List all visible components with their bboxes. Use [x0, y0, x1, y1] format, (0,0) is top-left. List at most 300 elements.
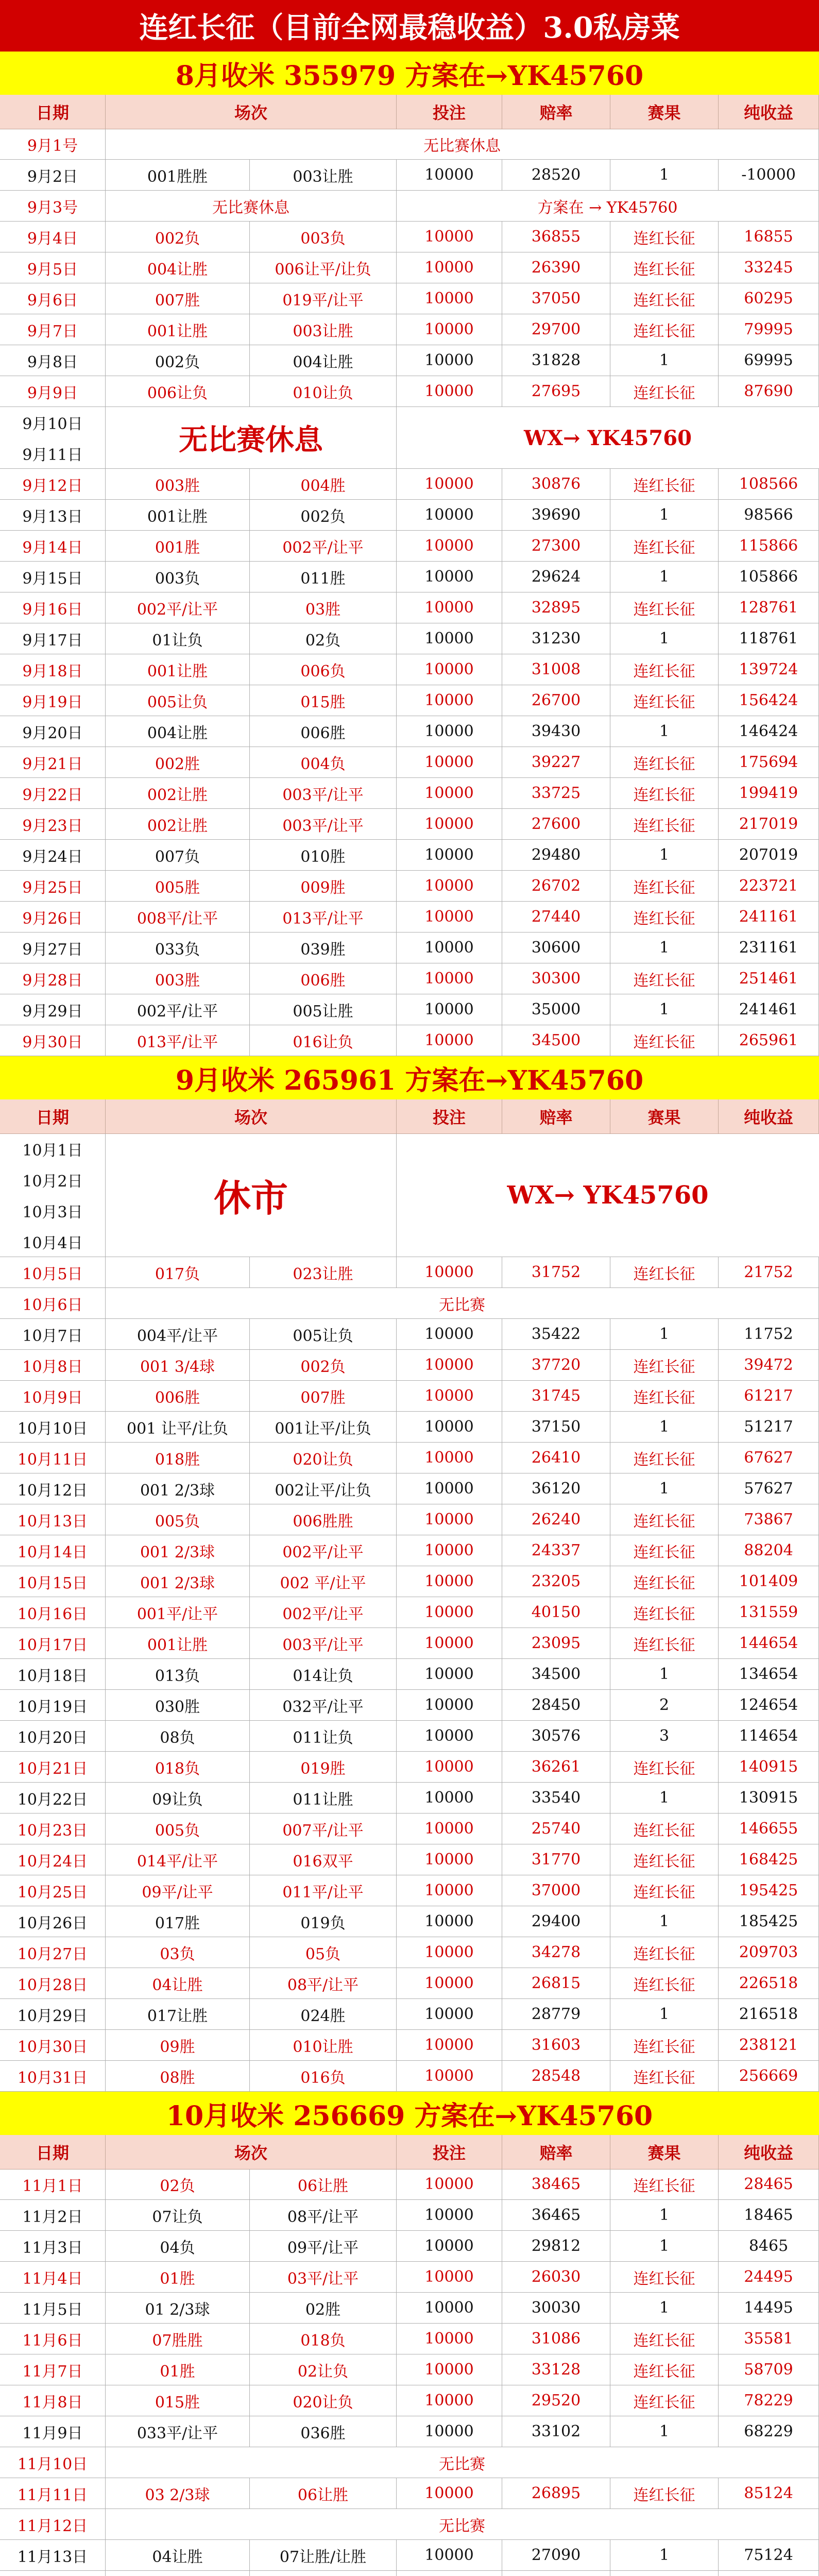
table-row — [0, 376, 819, 407]
bet-cell: 10000 — [397, 994, 502, 1025]
table-row — [0, 1443, 819, 1473]
table-header — [0, 2135, 819, 2170]
bet-cell: 10000 — [397, 469, 502, 499]
net-cell: 21752 — [719, 1257, 819, 1287]
odds-cell: 26410 — [502, 1443, 610, 1473]
result-cell: 连红长征 — [610, 871, 719, 901]
match-a-cell: 04负 — [106, 2231, 250, 2261]
match-b-cell: 002让平/让负 — [250, 1473, 397, 1504]
net-cell: 256669 — [719, 2061, 819, 2091]
net-cell: 39472 — [719, 1350, 819, 1380]
match-b-cell: 006胜胜 — [250, 1504, 397, 1535]
odds-cell: 33102 — [502, 2416, 610, 2447]
date-cell: 9月27日 — [0, 933, 106, 963]
match-a-cell: 005胜 — [106, 871, 250, 901]
match-b-cell: 02胜 — [250, 2293, 397, 2323]
odds-cell: 29480 — [502, 840, 610, 870]
match-b-cell: 032平/让平 — [250, 1690, 397, 1720]
table-row — [0, 1566, 819, 1597]
column-header: 日期 — [0, 95, 106, 129]
date-cell: 11月10日 — [0, 2447, 106, 2478]
odds-cell: 28520 — [502, 160, 610, 190]
table-row — [0, 1535, 819, 1566]
match-a-cell: 030胜 — [106, 1690, 250, 1720]
column-header: 投注 — [397, 95, 502, 129]
result-cell: 连红长征 — [610, 902, 719, 932]
match-b-cell: 002平/让平 — [250, 1535, 397, 1566]
net-cell: 58709 — [719, 2354, 819, 2385]
net-cell: 108566 — [719, 469, 819, 499]
column-header: 场次 — [106, 2135, 397, 2169]
no-match-note: 无比赛休息 — [106, 129, 819, 159]
table-row — [0, 1814, 819, 1844]
bet-cell: 10000 — [397, 716, 502, 747]
match-b-cell: 09平/让平 — [250, 2231, 397, 2261]
table-row — [0, 1257, 819, 1288]
bet-cell: 10000 — [397, 902, 502, 932]
match-b-cell: 014让负 — [250, 1659, 397, 1689]
table-row — [0, 623, 819, 654]
net-cell: 185425 — [719, 1906, 819, 1937]
net-cell: 209703 — [719, 1937, 819, 1968]
net-cell: 216518 — [719, 1999, 819, 2029]
match-b-cell: 006负 — [250, 654, 397, 685]
match-b-cell: 03平/让平 — [250, 2262, 397, 2292]
match-b-cell: 002负 — [250, 1350, 397, 1380]
bet-cell: 10000 — [397, 840, 502, 870]
odds-cell: 34500 — [502, 1025, 610, 1056]
table-row — [0, 1721, 819, 1752]
odds-cell: 33128 — [502, 2354, 610, 2385]
match-b-cell: 005让胜 — [250, 994, 397, 1025]
table-row — [0, 747, 819, 778]
odds-cell: 31752 — [502, 1257, 610, 1287]
match-a-cell: 002让胜 — [106, 809, 250, 839]
match-b-cell: 007胜 — [250, 1381, 397, 1411]
odds-cell: 34278 — [502, 1937, 610, 1968]
bet-cell: 10000 — [397, 1752, 502, 1782]
result-cell: 1 — [610, 2416, 719, 2447]
date-cell: 9月21日 — [0, 747, 106, 777]
table-row — [0, 1381, 819, 1412]
result-cell: 连红长征 — [610, 747, 719, 777]
match-b-cell: 004让胜 — [250, 345, 397, 376]
bet-cell: 10000 — [397, 376, 502, 406]
date-cell: 11月12日 — [0, 2509, 106, 2539]
match-a-cell: 004平/让平 — [106, 1319, 250, 1349]
result-cell: 1 — [610, 1999, 719, 2029]
match-a-cell: 07胜胜 — [106, 2324, 250, 2354]
result-cell: 1 — [610, 840, 719, 870]
bet-cell: 10000 — [397, 1025, 502, 1056]
match-b-cell: 002平/让平 — [250, 1597, 397, 1628]
net-cell: 114654 — [719, 1721, 819, 1751]
date-cell: 9月16日 — [0, 592, 106, 623]
bet-cell: 10000 — [397, 778, 502, 808]
net-cell: 75124 — [719, 2540, 819, 2570]
match-b-cell: 020让负 — [250, 2385, 397, 2416]
table-row — [0, 1350, 819, 1381]
odds-cell: 28548 — [502, 2061, 610, 2091]
date-cell: 10月7日 — [0, 1319, 106, 1349]
result-cell: 1 — [610, 1659, 719, 1689]
net-cell: 60295 — [719, 283, 819, 314]
date-cell: 9月2日 — [0, 160, 106, 190]
odds-cell: 31603 — [502, 2030, 610, 2060]
net-cell: 88204 — [719, 1535, 819, 1566]
result-cell: 1 — [610, 2540, 719, 2570]
net-cell: 175694 — [719, 747, 819, 777]
match-b-cell: 004胜 — [250, 469, 397, 499]
match-a-cell: 005负 — [106, 1504, 250, 1535]
net-cell: 33245 — [719, 252, 819, 283]
odds-cell: 29400 — [502, 1906, 610, 1937]
result-cell: 连红长征 — [610, 1535, 719, 1566]
bet-cell: 10000 — [397, 1659, 502, 1689]
table-row — [0, 1937, 819, 1968]
table-row — [0, 129, 819, 160]
date-cell: 10月14日 — [0, 1535, 106, 1566]
match-a-cell: 001 让平/让负 — [106, 1412, 250, 1442]
net-cell: 61217 — [719, 1381, 819, 1411]
match-a-cell: 001平/让平 — [106, 1597, 250, 1628]
result-cell: 1 — [610, 500, 719, 530]
date-cell: 11月5日 — [0, 2293, 106, 2323]
result-cell: 连红长征 — [610, 1381, 719, 1411]
match-a-cell: 003胜 — [106, 963, 250, 994]
bet-cell: 10000 — [397, 2030, 502, 2060]
result-cell: 连红长征 — [610, 314, 719, 345]
match-a-cell: 004让胜 — [106, 252, 250, 283]
result-cell — [610, 2571, 719, 2576]
table-row — [0, 2478, 819, 2509]
date-cell: 9月28日 — [0, 963, 106, 994]
odds-cell: 29812 — [502, 2231, 610, 2261]
bet-cell: 10000 — [397, 1257, 502, 1287]
match-a-cell: 013平/让平 — [106, 1025, 250, 1056]
match-b-cell: 024胜 — [250, 1999, 397, 2029]
odds-cell: 27090 — [502, 2540, 610, 2570]
table-row — [0, 1597, 819, 1628]
match-a-cell: 007负 — [106, 840, 250, 870]
net-cell: 101409 — [719, 1566, 819, 1597]
net-cell: 11752 — [719, 1319, 819, 1349]
date-cell: 11月4日 — [0, 2262, 106, 2292]
bet-cell: 10000 — [397, 1937, 502, 1968]
column-header: 纯收益 — [719, 95, 819, 129]
result-cell: 连红长征 — [610, 1350, 719, 1380]
net-cell: 195425 — [719, 1875, 819, 1906]
net-cell: 8465 — [719, 2231, 819, 2261]
table-row — [0, 2293, 819, 2324]
odds-cell: 36465 — [502, 2200, 610, 2230]
date-cell: 11月13日 — [0, 2540, 106, 2570]
bet-cell: 10000 — [397, 160, 502, 190]
date-cell: 10月3日 — [0, 1195, 106, 1226]
odds-cell: 24337 — [502, 1535, 610, 1566]
bet-cell — [397, 2571, 502, 2576]
table-row — [0, 252, 819, 283]
bet-cell: 10000 — [397, 1597, 502, 1628]
match-a-cell: 006让负 — [106, 376, 250, 406]
match-b-cell: 006让平/让负 — [250, 252, 397, 283]
odds-cell: 36855 — [502, 222, 610, 252]
table-row — [0, 1752, 819, 1783]
match-b-cell: 002平/让平 — [250, 531, 397, 561]
date-cell: 10月24日 — [0, 1844, 106, 1875]
match-b-cell: 004负 — [250, 747, 397, 777]
result-cell: 连红长征 — [610, 592, 719, 623]
table-row — [0, 2416, 819, 2447]
date-cell: 9月6日 — [0, 283, 106, 314]
bet-cell: 10000 — [397, 2416, 502, 2447]
table-row — [0, 2324, 819, 2354]
match-b-cell: 016双平 — [250, 1844, 397, 1875]
match-a-cell: 04让胜 — [106, 2540, 250, 2570]
net-cell: 146424 — [719, 716, 819, 747]
odds-cell: 39227 — [502, 747, 610, 777]
date-cell: 9月29日 — [0, 994, 106, 1025]
match-a-cell: 09胜 — [106, 2030, 250, 2060]
table-row — [0, 531, 819, 562]
odds-cell: 29624 — [502, 562, 610, 592]
match-b-cell: 007平/让平 — [250, 1814, 397, 1844]
match-a-cell: 033负 — [106, 933, 250, 963]
bet-cell: 10000 — [397, 1628, 502, 1658]
date-cell: 10月30日 — [0, 2030, 106, 2060]
match-a-cell: 03负 — [106, 1937, 250, 1968]
bet-cell: 10000 — [397, 2200, 502, 2230]
bet-cell: 10000 — [397, 1566, 502, 1597]
match-b-cell: 005让负 — [250, 1319, 397, 1349]
match-b-cell: 019负 — [250, 1906, 397, 1937]
net-cell: 68229 — [719, 2416, 819, 2447]
match-b-cell: 006胜 — [250, 716, 397, 747]
result-cell: 连红长征 — [610, 2061, 719, 2091]
net-cell: 265961 — [719, 1025, 819, 1056]
bet-cell: 10000 — [397, 222, 502, 252]
table-row — [0, 2540, 819, 2571]
match-a-cell: 01胜 — [106, 2262, 250, 2292]
net-cell — [719, 2571, 819, 2576]
result-cell: 连红长征 — [610, 778, 719, 808]
table-row — [0, 809, 819, 840]
odds-cell: 29700 — [502, 314, 610, 345]
match-a-cell: 014平/让平 — [106, 1844, 250, 1875]
bet-cell: 10000 — [397, 963, 502, 994]
column-header: 场次 — [106, 1099, 397, 1133]
match-b-cell: 002负 — [250, 500, 397, 530]
bet-cell: 10000 — [397, 1690, 502, 1720]
date-cell: 9月4日 — [0, 222, 106, 252]
odds-cell: 26030 — [502, 2262, 610, 2292]
match-b-cell — [250, 2571, 397, 2576]
date-cell: 10月1日 — [0, 1133, 106, 1164]
bet-cell: 10000 — [397, 1443, 502, 1473]
date-cell: 10月16日 — [0, 1597, 106, 1628]
date-cell: 11月8日 — [0, 2385, 106, 2416]
net-cell: 98566 — [719, 500, 819, 530]
date-cell: 10月8日 — [0, 1350, 106, 1380]
table-row — [0, 191, 819, 222]
result-cell: 连红长征 — [610, 2030, 719, 2060]
net-cell: 69995 — [719, 345, 819, 376]
net-cell: 78229 — [719, 2385, 819, 2416]
odds-cell: 31828 — [502, 345, 610, 376]
match-a-cell: 001 2/3球 — [106, 1535, 250, 1566]
table-row — [0, 345, 819, 376]
bet-cell: 10000 — [397, 1783, 502, 1813]
table-row — [0, 933, 819, 963]
table-row — [0, 1906, 819, 1937]
match-a-cell: 08胜 — [106, 2061, 250, 2091]
match-b-cell: 011让负 — [250, 1721, 397, 1751]
date-cell: 10月17日 — [0, 1628, 106, 1658]
table-row — [0, 1875, 819, 1906]
match-b-cell: 019胜 — [250, 1752, 397, 1782]
no-match-note: 无比赛 — [106, 2447, 819, 2478]
contact-label: WX→ YK45760 — [524, 426, 692, 450]
bet-cell: 10000 — [397, 871, 502, 901]
rest-label: 休市 — [106, 1133, 397, 1257]
result-cell: 连红长征 — [610, 685, 719, 716]
net-cell: 16855 — [719, 222, 819, 252]
date-cell: 11月3日 — [0, 2231, 106, 2261]
match-b-cell: 07让胜/让胜 — [250, 2540, 397, 2570]
net-cell: 35581 — [719, 2324, 819, 2354]
date-cell: 11月6日 — [0, 2324, 106, 2354]
match-a-cell: 02负 — [106, 2169, 250, 2199]
bet-cell: 10000 — [397, 623, 502, 654]
net-cell: 134654 — [719, 1659, 819, 1689]
column-header: 赛果 — [610, 2135, 719, 2169]
result-cell: 连红长征 — [610, 376, 719, 406]
bet-cell: 10000 — [397, 747, 502, 777]
net-cell: 238121 — [719, 2030, 819, 2060]
date-cell: 10月10日 — [0, 1412, 106, 1442]
net-cell: 140915 — [719, 1752, 819, 1782]
odds-cell: 33725 — [502, 778, 610, 808]
net-cell: 18465 — [719, 2200, 819, 2230]
match-a-cell: 008平/让平 — [106, 902, 250, 932]
bet-cell: 10000 — [397, 1473, 502, 1504]
match-a-cell: 017让胜 — [106, 1999, 250, 2029]
odds-cell: 37720 — [502, 1350, 610, 1380]
date-cell: 9月9日 — [0, 376, 106, 406]
date-cell: 9月8日 — [0, 345, 106, 376]
match-b-cell: 003平/让平 — [250, 809, 397, 839]
bet-cell: 10000 — [397, 1412, 502, 1442]
column-header: 赔率 — [502, 2135, 610, 2169]
bet-cell: 10000 — [397, 252, 502, 283]
odds-cell: 32895 — [502, 592, 610, 623]
match-b-cell: 003负 — [250, 222, 397, 252]
odds-cell: 39430 — [502, 716, 610, 747]
result-cell: 2 — [610, 1690, 719, 1720]
match-b-cell: 010胜 — [250, 840, 397, 870]
result-cell: 1 — [610, 933, 719, 963]
bet-cell: 10000 — [397, 2262, 502, 2292]
date-cell: 9月11日 — [0, 438, 106, 469]
table-row — [0, 1844, 819, 1875]
date-cell: 10月18日 — [0, 1659, 106, 1689]
result-cell: 1 — [610, 994, 719, 1025]
bet-cell: 10000 — [397, 2478, 502, 2509]
odds-cell: 28450 — [502, 1690, 610, 1720]
net-cell: 156424 — [719, 685, 819, 716]
date-cell — [0, 2571, 106, 2576]
match-a-cell: 001让胜 — [106, 314, 250, 345]
match-a-cell: 01让负 — [106, 623, 250, 654]
match-b-cell: 05负 — [250, 1937, 397, 1968]
odds-cell: 35422 — [502, 1319, 610, 1349]
match-b-cell: 08平/让平 — [250, 2200, 397, 2230]
result-cell: 连红长征 — [610, 1937, 719, 1968]
result-cell: 连红长征 — [610, 531, 719, 561]
date-cell: 9月24日 — [0, 840, 106, 870]
odds-cell: 27695 — [502, 376, 610, 406]
bet-cell: 10000 — [397, 1875, 502, 1906]
table-row — [0, 1504, 819, 1535]
match-a-cell: 017负 — [106, 1257, 250, 1287]
odds-cell: 26700 — [502, 685, 610, 716]
match-b-cell: 010让负 — [250, 376, 397, 406]
odds-cell: 31770 — [502, 1844, 610, 1875]
match-a-cell: 001让胜 — [106, 500, 250, 530]
odds-cell: 26702 — [502, 871, 610, 901]
match-b-cell: 02负 — [250, 623, 397, 654]
table-row — [0, 871, 819, 902]
bet-cell: 10000 — [397, 2324, 502, 2354]
table-row — [0, 2262, 819, 2293]
match-b-cell: 002 平/让平 — [250, 1566, 397, 1597]
match-b-cell: 016负 — [250, 2061, 397, 2091]
match-a-cell: 001胜胜 — [106, 160, 250, 190]
match-a-cell: 007胜 — [106, 283, 250, 314]
date-cell: 9月12日 — [0, 469, 106, 499]
table-row — [0, 2509, 819, 2540]
result-cell: 1 — [610, 562, 719, 592]
match-b-cell: 001让平/让负 — [250, 1412, 397, 1442]
column-header: 投注 — [397, 1099, 502, 1133]
date-cell: 9月15日 — [0, 562, 106, 592]
match-a-cell: 015胜 — [106, 2385, 250, 2416]
odds-cell: 31745 — [502, 1381, 610, 1411]
bet-cell: 10000 — [397, 345, 502, 376]
match-a-cell: 01胜 — [106, 2354, 250, 2385]
odds-cell: 33540 — [502, 1783, 610, 1813]
match-b-cell: 003平/让平 — [250, 778, 397, 808]
match-a-cell: 004让胜 — [106, 716, 250, 747]
result-cell: 1 — [610, 2231, 719, 2261]
odds-cell: 26390 — [502, 252, 610, 283]
net-cell: 168425 — [719, 1844, 819, 1875]
match-a-cell: 08负 — [106, 1721, 250, 1751]
net-cell: 241161 — [719, 902, 819, 932]
table-row — [0, 1319, 819, 1350]
result-cell: 1 — [610, 1473, 719, 1504]
odds-cell: 26895 — [502, 2478, 610, 2509]
odds-cell: 30600 — [502, 933, 610, 963]
net-cell: 130915 — [719, 1783, 819, 1813]
odds-cell: 40150 — [502, 1597, 610, 1628]
date-cell: 9月10日 — [0, 407, 106, 438]
rest-label: 无比赛休息 — [106, 407, 397, 469]
date-cell: 10月28日 — [0, 1968, 106, 1998]
date-cell: 9月5日 — [0, 252, 106, 283]
match-a-cell: 001 3/4球 — [106, 1350, 250, 1380]
table-row — [0, 500, 819, 531]
